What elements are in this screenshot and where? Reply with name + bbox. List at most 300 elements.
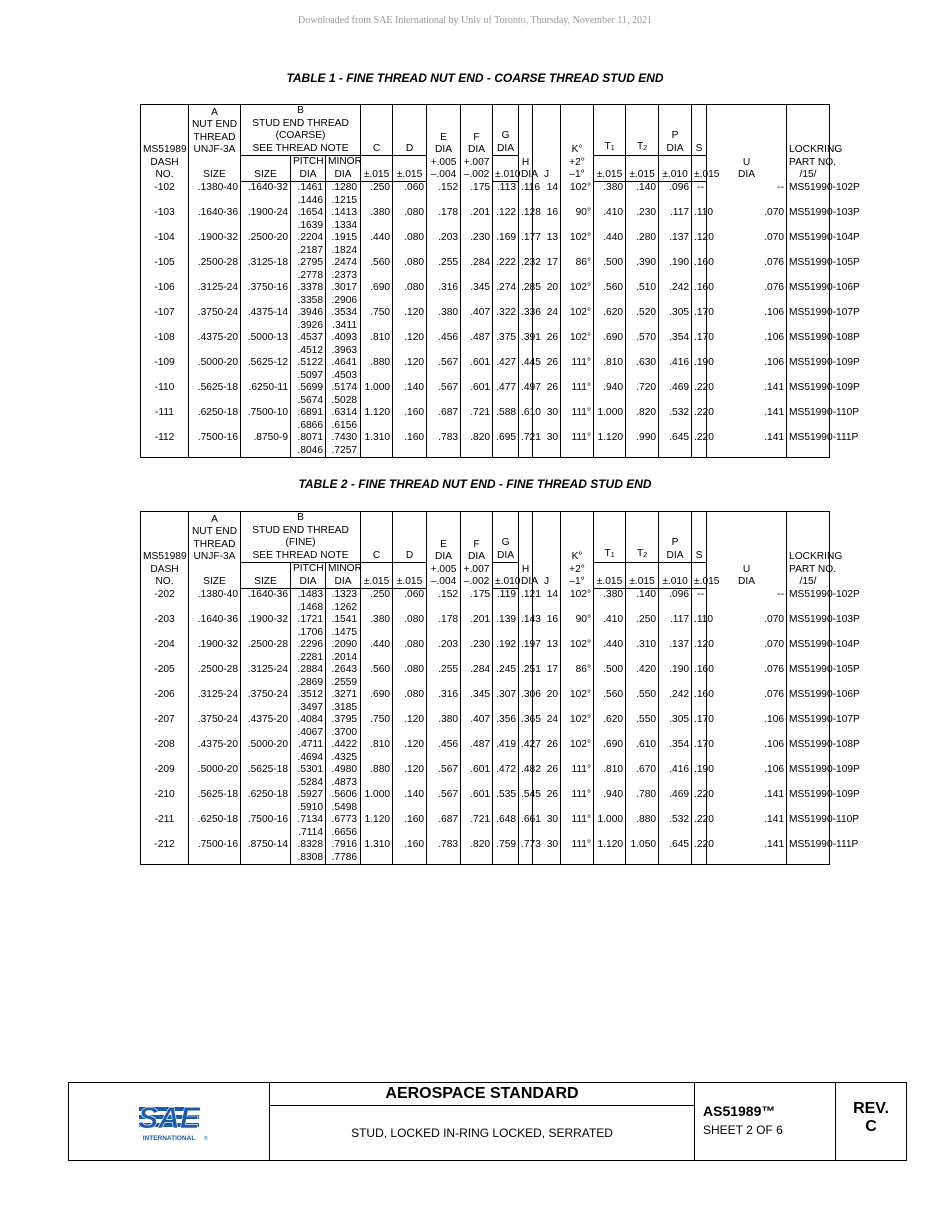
cell-p-value: .305 (669, 714, 690, 725)
table2-fine-stud (140, 511, 860, 865)
cell-p (659, 307, 692, 332)
cell-h-value: .306 (521, 689, 541, 700)
cell-h-value: .610 (521, 407, 541, 418)
cell-pitch-dia-min: .5284 (297, 776, 323, 788)
cell-t1-value: 1.120 (597, 839, 624, 850)
cell-e (427, 714, 461, 739)
cell-p (659, 639, 692, 664)
hdr-e-line: +.005 (430, 156, 457, 168)
hdr-c-letter: C (372, 549, 381, 561)
cell-t2-value: .550 (636, 714, 657, 725)
cell-dash (141, 257, 189, 282)
table-row (141, 207, 830, 232)
hdr-nut-line: A (211, 513, 218, 525)
cell-k-value: 111° (571, 407, 592, 418)
cell-pitch-dia-max: .4711 (298, 739, 323, 750)
cell-minor-dia-max: .4980 (331, 764, 358, 775)
title-block-middle (270, 1083, 695, 1160)
cell-d-value: .160 (404, 814, 425, 825)
hdr-u-line: U (742, 156, 751, 168)
cell-lockring (787, 332, 860, 357)
cell-d (393, 639, 427, 664)
hdr-lock-line: PART NO. (789, 156, 837, 168)
hdr-d-letter: D (405, 142, 414, 154)
cell-k-value: 102° (569, 332, 592, 343)
cell-t1-value: .810 (603, 357, 624, 368)
cell-k (561, 639, 594, 664)
cell-stud-size (241, 614, 291, 639)
cell-p (659, 232, 692, 257)
document-id-cell (695, 1083, 836, 1160)
cell-pitch-dia-min: .8308 (297, 851, 323, 863)
cell-u-value: .106 (764, 307, 785, 318)
cell-stud-size-value: .3750-24 (247, 689, 288, 700)
cell-p-value: .532 (669, 814, 690, 825)
cell-f (461, 814, 493, 839)
hdr-s-tol (692, 156, 720, 182)
cell-k-value: 102° (569, 588, 592, 600)
cell-u-value: .106 (764, 764, 785, 775)
cell-t1 (594, 639, 626, 664)
cell-lockring-value: MS51990-110P (789, 407, 860, 418)
cell-g (493, 332, 519, 357)
cell-c-value: 1.310 (364, 432, 391, 443)
cell-minor-dia-max: .2090 (331, 639, 358, 650)
cell-j-value: 13 (546, 639, 559, 650)
cell-c-value: 1.120 (364, 407, 391, 418)
cell-k (561, 282, 594, 307)
cell-pitch-dia-max: .3378 (297, 282, 323, 293)
cell-t1-value: .690 (603, 739, 624, 750)
cell-minor-dia (326, 407, 361, 432)
hdr-k-line: –1° (569, 576, 585, 587)
cell-p-value: .354 (669, 739, 690, 750)
hdr-stud-minor (326, 156, 361, 182)
sae-logo-registered: ® (204, 1136, 208, 1142)
cell-c (361, 789, 393, 814)
cell-minor-dia-max: .1915 (331, 232, 358, 243)
cell-dash (141, 307, 189, 332)
cell-u (707, 182, 787, 208)
cell-g-value: .169 (496, 232, 517, 243)
cell-f-value: .230 (470, 232, 491, 243)
hdr-e-line: E (440, 538, 447, 550)
cell-dash (141, 689, 189, 714)
cell-s-value: .170 (694, 714, 714, 725)
cell-s-value: .160 (694, 257, 714, 268)
cell-nut-size-value: .2500-28 (197, 257, 238, 268)
cell-t1 (594, 207, 626, 232)
cell-g (493, 714, 519, 739)
cell-stud-size (241, 182, 291, 208)
cell-d (393, 839, 427, 865)
cell-dash (141, 232, 189, 257)
cell-d (393, 789, 427, 814)
cell-e-value: .687 (438, 814, 459, 825)
cell-j-value: 16 (546, 207, 559, 218)
table-row (141, 257, 830, 282)
cell-t1 (594, 839, 626, 865)
cell-p-value: .117 (669, 614, 690, 625)
hdr-f (461, 105, 493, 182)
hdr-s (692, 105, 707, 156)
cell-pitch-dia-max: .5301 (297, 764, 323, 775)
cell-stud-size-value: .1640-36 (247, 589, 288, 600)
cell-minor-dia-max: .3795 (331, 714, 358, 725)
cell-j-value: 30 (546, 407, 559, 418)
cell-stud-size (241, 764, 291, 789)
revision-label: REV. (853, 1100, 889, 1117)
cell-minor-dia-min: .1334 (331, 219, 358, 231)
cell-pitch-dia (291, 232, 326, 257)
cell-stud-size (241, 589, 291, 615)
cell-lockring (787, 839, 859, 865)
cell-s-value: .220 (694, 382, 714, 393)
cell-j-value: 30 (546, 432, 559, 443)
cell-minor-dia-min: .1824 (331, 244, 358, 256)
cell-u (707, 689, 787, 714)
cell-nut-size-value: .5000-20 (197, 764, 238, 775)
cell-dash (141, 432, 189, 458)
cell-u-value: .076 (764, 257, 785, 268)
cell-c-value: .750 (370, 307, 391, 318)
cell-pitch-dia (291, 664, 326, 689)
hdr-stud-thread (241, 512, 361, 563)
cell-h-value: .545 (521, 789, 541, 800)
cell-lockring-value: MS51990-109P (789, 789, 860, 800)
cell-minor-dia-max: .3271 (331, 689, 358, 700)
cell-p-value: .532 (669, 407, 690, 418)
cell-pitch-dia-min: .2281 (297, 651, 323, 663)
cell-k (561, 257, 594, 282)
cell-u (707, 739, 787, 764)
cell-dash-value: -108 (154, 332, 175, 343)
hdr-g (493, 105, 519, 156)
cell-minor-dia-max: .4641 (331, 357, 358, 368)
hdr-nut-line: NUT END (191, 119, 238, 130)
cell-lockring (787, 181, 860, 208)
cell-u-value: -- (777, 588, 785, 600)
cell-minor-dia-min: .4503 (331, 369, 358, 381)
cell-t2 (626, 689, 659, 714)
hdr-t2-letter: T (636, 547, 644, 559)
cell-c (361, 232, 393, 257)
hdr-size: SIZE (254, 168, 277, 180)
table-row (141, 614, 830, 639)
cell-dash-value: -208 (154, 739, 175, 750)
hdr-s-tol (692, 563, 720, 589)
cell-g (493, 432, 519, 458)
cell-u (707, 614, 787, 639)
cell-t2 (626, 282, 659, 307)
hdr-dash-line: NO. (155, 576, 174, 587)
cell-pitch-dia-max: .7134 (297, 814, 323, 825)
cell-k (561, 739, 594, 764)
cell-pitch-dia-max: .4537 (297, 332, 323, 343)
cell-k-value: 111° (571, 357, 592, 368)
cell-nut-size (189, 589, 241, 615)
cell-t2-value: .720 (636, 382, 657, 393)
hdr-f-line: DIA (468, 144, 486, 155)
cell-e (427, 282, 461, 307)
cell-h-value: .773 (521, 839, 541, 850)
cell-nut-size (189, 407, 241, 432)
cell-d (393, 432, 427, 458)
cell-c-value: 1.120 (364, 814, 391, 825)
cell-d-value: .080 (404, 664, 425, 675)
cell-t2 (626, 639, 659, 664)
cell-j-value: 30 (546, 839, 559, 850)
cell-p (659, 332, 692, 357)
cell-h (519, 282, 541, 307)
cell-minor-dia-min: .3411 (332, 319, 358, 331)
cell-h-value: .128 (521, 207, 541, 218)
cell-s-value: .170 (694, 332, 714, 343)
cell-nut-size-value: .4375-20 (197, 332, 238, 343)
hdr-u-line: DIA (738, 576, 756, 587)
cell-p (659, 664, 692, 689)
cell-p (659, 589, 692, 615)
cell-d-value: .080 (404, 639, 425, 650)
cell-u-value: .076 (764, 689, 785, 700)
cell-e-value: .203 (438, 639, 459, 650)
cell-u (707, 382, 787, 407)
table-row (141, 307, 830, 332)
hdr-p-tol (659, 156, 692, 182)
cell-p (659, 689, 692, 714)
cell-e-value: .783 (438, 432, 459, 443)
cell-g-value: .427 (496, 357, 517, 368)
cell-g (493, 207, 519, 232)
cell-lockring (787, 232, 860, 257)
cell-t2 (626, 257, 659, 282)
cell-minor-dia (326, 639, 361, 664)
cell-t2-value: .310 (636, 639, 657, 650)
cell-dash-value: -111 (155, 407, 174, 418)
cell-u (707, 357, 787, 382)
hdr-stud-note: SEE THREAD NOTE (252, 549, 349, 561)
cell-g-value: .119 (496, 589, 517, 600)
cell-g (493, 789, 519, 814)
cell-f (461, 614, 493, 639)
cell-u (707, 714, 787, 739)
hdr-minor-line: MINOR (328, 156, 362, 167)
cell-pitch-dia-max: .1483 (297, 589, 323, 600)
hdr-u-line: U (742, 563, 751, 575)
cell-dash (141, 207, 189, 232)
hdr-e-line: +.005 (430, 563, 457, 575)
cell-nut-size (189, 639, 241, 664)
hdr-nut-line: UNJF-3A (193, 551, 236, 562)
cell-c (361, 257, 393, 282)
cell-minor-dia (326, 207, 361, 232)
cell-lockring-value: MS51990-105P (789, 257, 860, 268)
cell-s (692, 814, 714, 839)
cell-s (692, 614, 714, 639)
hdr-nut-thread (189, 105, 241, 182)
cell-p-value: .242 (669, 689, 690, 700)
cell-e (427, 357, 461, 382)
cell-pitch-dia-max: .2884 (297, 664, 323, 675)
cell-t2-value: .670 (636, 764, 657, 775)
cell-p (659, 207, 692, 232)
cell-d (393, 382, 427, 407)
hdr-nut-line: THREAD (193, 538, 236, 550)
cell-stud-size-value: .6250-11 (248, 382, 288, 393)
cell-c (361, 589, 393, 615)
cell-e-value: .567 (438, 382, 459, 393)
cell-k-value: 102° (569, 282, 592, 293)
cell-k (561, 764, 594, 789)
cell-s-value: .170 (694, 307, 714, 318)
cell-nut-size-value: .5625-18 (197, 789, 238, 800)
cell-minor-dia-min: .2559 (331, 676, 358, 688)
cell-nut-size-value: .2500-28 (197, 664, 238, 675)
cell-dash-value: -106 (154, 282, 175, 293)
cell-g (493, 257, 519, 282)
table-row (141, 432, 830, 458)
table-row (141, 639, 830, 664)
cell-g (493, 814, 519, 839)
cell-p (659, 789, 692, 814)
cell-nut-size-value: .7500-16 (197, 839, 238, 850)
cell-g (493, 664, 519, 689)
cell-t2 (626, 207, 659, 232)
cell-p-value: .469 (669, 789, 690, 800)
cell-nut-size (189, 182, 241, 208)
table-row (141, 282, 830, 307)
cell-stud-size-value: .7500-16 (247, 814, 288, 825)
cell-stud-size (241, 839, 291, 865)
cell-p-value: .416 (669, 357, 690, 368)
cell-h-value: .445 (521, 357, 541, 368)
cell-e (427, 664, 461, 689)
cell-c (361, 614, 393, 639)
cell-nut-size (189, 789, 241, 814)
cell-minor-dia (326, 839, 361, 865)
cell-h-value: .497 (521, 382, 541, 393)
cell-lockring (787, 814, 860, 839)
cell-f-value: .284 (470, 257, 491, 268)
cell-minor-dia-max: .1323 (331, 589, 358, 600)
cell-minor-dia-min: .5498 (331, 801, 358, 813)
cell-p-value: .096 (669, 182, 690, 193)
cell-u-value: .106 (764, 739, 785, 750)
cell-stud-size (241, 789, 291, 814)
hdr-t2-letter: T (636, 140, 644, 152)
cell-nut-size (189, 232, 241, 257)
cell-s (692, 282, 714, 307)
hdr-d-tol (393, 156, 427, 182)
cell-s (692, 332, 714, 357)
cell-pitch-dia-min: .1446 (297, 194, 323, 206)
cell-lockring-value: MS51990-106P (789, 689, 860, 700)
cell-s (692, 307, 714, 332)
cell-e-value: .316 (438, 282, 459, 293)
cell-d-value: .120 (404, 357, 425, 368)
cell-j-value: 24 (546, 307, 559, 318)
cell-minor-dia-min: .3963 (331, 344, 358, 356)
cell-pitch-dia-min: .5097 (297, 369, 323, 381)
cell-d (393, 282, 427, 307)
cell-pitch-dia (291, 739, 326, 764)
cell-pitch-dia-max: .5927 (297, 789, 323, 800)
cell-stud-size (241, 282, 291, 307)
cell-e (427, 257, 461, 282)
cell-stud-size-value: .3125-24 (247, 664, 288, 675)
cell-stud-size (241, 332, 291, 357)
cell-s-value: .220 (694, 432, 714, 443)
cell-pitch-dia-max: .6891 (297, 407, 323, 418)
hdr-lockring (787, 105, 843, 182)
cell-s-value: .220 (694, 789, 714, 800)
cell-g-value: .472 (496, 764, 517, 775)
cell-nut-size (189, 432, 241, 458)
hdr-stud-type: (FINE) (285, 537, 316, 548)
hdr-nut-size: SIZE (203, 576, 226, 587)
cell-minor-dia (326, 764, 361, 789)
cell-t1-value: .940 (603, 789, 624, 800)
cell-j-value: 26 (546, 764, 559, 775)
cell-s-value: .190 (694, 764, 714, 775)
table-row (141, 739, 830, 764)
cell-c (361, 814, 393, 839)
hdr-t1-tol-text: ±.015 (596, 575, 623, 587)
hdr-h (519, 105, 539, 182)
cell-p-value: .117 (669, 207, 690, 218)
hdr-s-letter: S (695, 549, 703, 561)
hdr-stud-size (241, 563, 291, 589)
cell-p-value: .469 (669, 382, 690, 393)
cell-g-value: .192 (496, 639, 517, 650)
table-row (141, 407, 830, 432)
cell-stud-size (241, 432, 291, 458)
cell-f (461, 689, 493, 714)
cell-p-value: .137 (669, 639, 690, 650)
cell-nut-size-value: .3125-24 (197, 689, 238, 700)
hdr-g-tol (493, 156, 519, 182)
cell-dash-value: -103 (154, 207, 175, 218)
cell-h (519, 407, 541, 432)
cell-pitch-dia-min: .3497 (297, 701, 323, 713)
cell-pitch-dia (291, 839, 326, 865)
table-row (141, 839, 830, 865)
cell-t2-value: .780 (636, 789, 657, 800)
cell-t2-value: .630 (636, 357, 657, 368)
hdr-s-tol-text: ±.015 (694, 168, 720, 180)
table-row (141, 689, 830, 714)
cell-f (461, 714, 493, 739)
hdr-nut-line: UNJF-3A (193, 144, 236, 155)
hdr-k-line: +2° (569, 156, 585, 168)
cell-minor-dia-max: .1280 (331, 182, 358, 193)
cell-p (659, 614, 692, 639)
cell-stud-size (241, 814, 291, 839)
cell-f-value: .345 (470, 689, 491, 700)
cell-minor-dia (326, 739, 361, 764)
cell-pitch-dia (291, 589, 326, 615)
table-row (141, 764, 830, 789)
cell-e-value: .152 (438, 181, 459, 193)
table-row (141, 789, 830, 814)
cell-lockring-value: MS51990-107P (789, 714, 860, 725)
cell-lockring (787, 689, 860, 714)
hdr-g (493, 512, 519, 563)
cell-d-value: .080 (404, 257, 425, 268)
cell-j-value: 13 (546, 232, 559, 243)
hdr-p-line: P (671, 130, 679, 141)
table2-title: TABLE 2 - FINE THREAD NUT END - FINE THREAD STUD END (298, 477, 652, 491)
